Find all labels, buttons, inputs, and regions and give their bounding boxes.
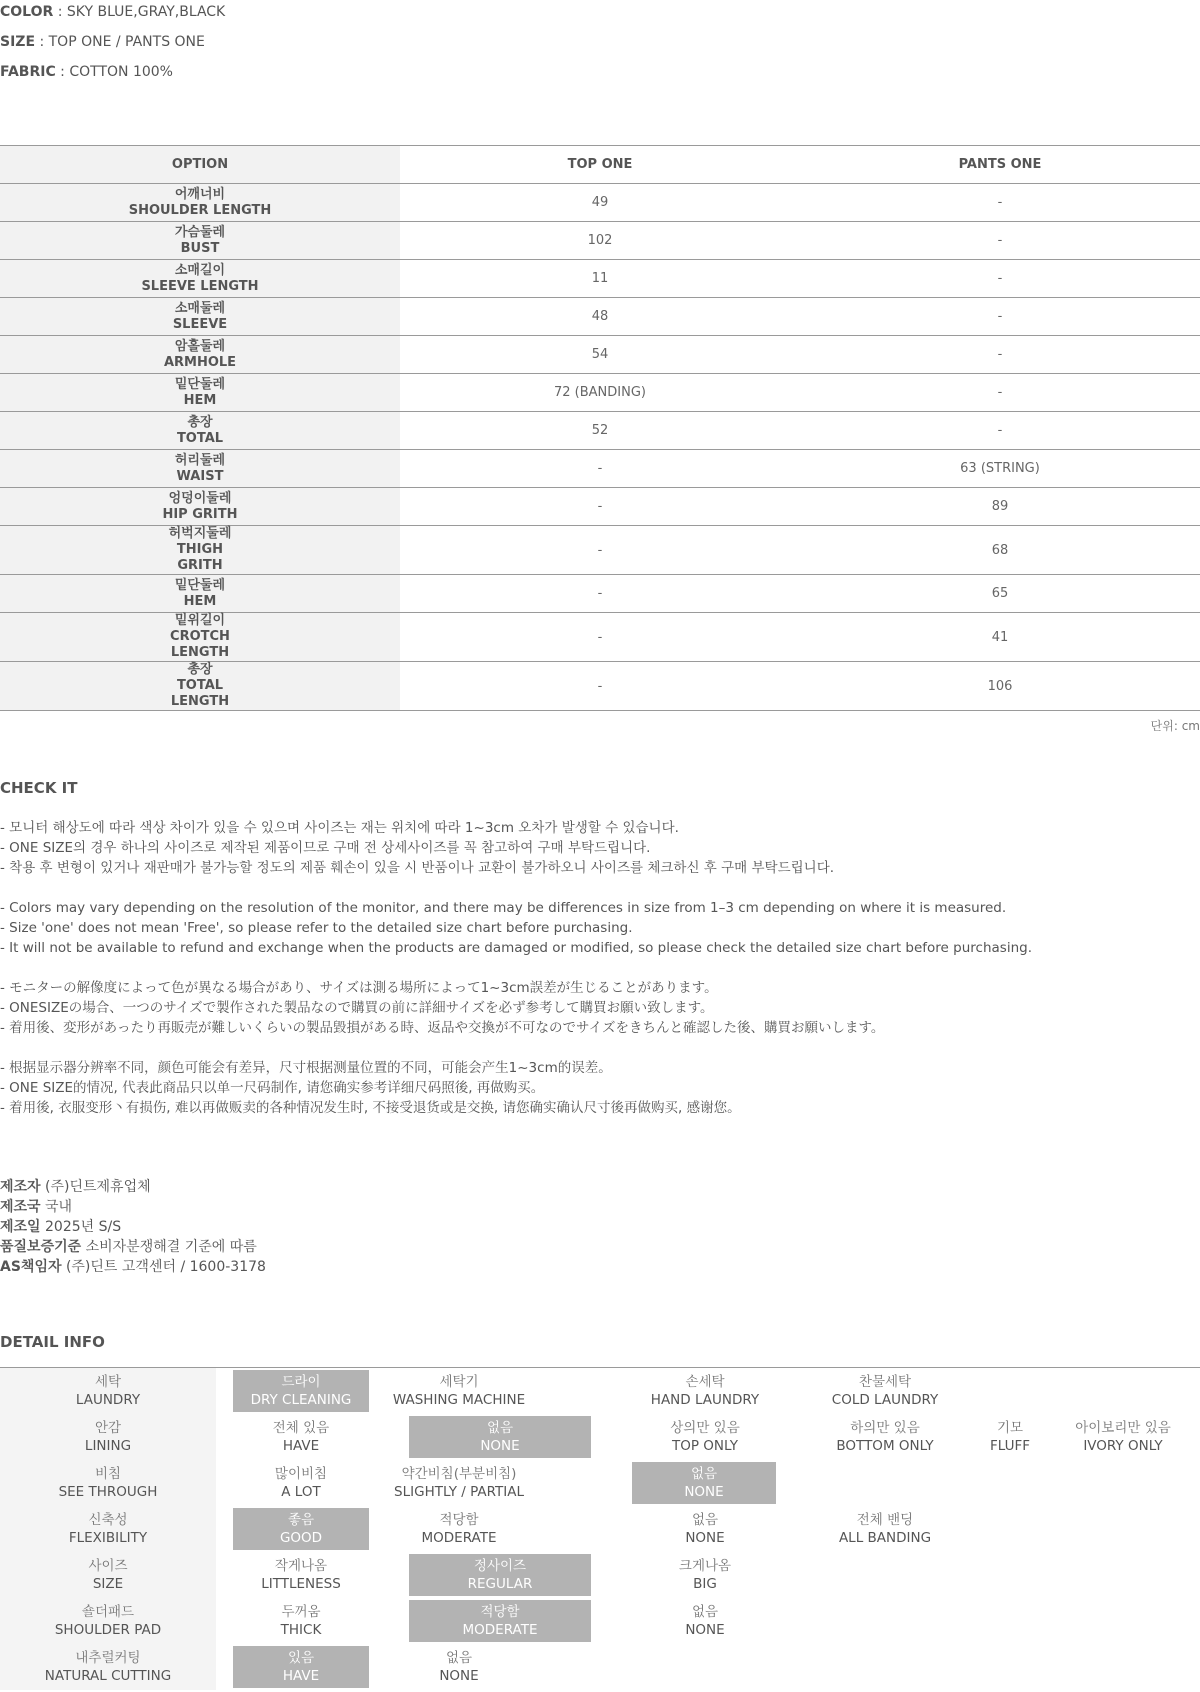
option-label-en: LENGTH: [170, 645, 230, 660]
pants-one-value: -: [800, 260, 1200, 298]
label-en: SIZE: [92, 1576, 124, 1592]
pants-one-value: -: [800, 298, 1200, 336]
detail-option: [620, 1370, 790, 1412]
option-cell: [0, 374, 400, 412]
pants-one-value: 63 (STRING): [800, 450, 1200, 488]
pants-one-value: -: [800, 374, 1200, 412]
option-cell: [0, 488, 400, 526]
table-row: [0, 298, 1200, 336]
option-en: HAVE: [282, 1438, 320, 1454]
detail-row: [0, 1644, 1200, 1690]
option-ko: 없음: [486, 1420, 514, 1436]
label-ko: 신축성: [88, 1512, 128, 1528]
spacer: [0, 1038, 1200, 1058]
label-en: SHOULDER PAD: [54, 1622, 162, 1638]
option-en: NONE: [480, 1438, 520, 1454]
table-row: [0, 526, 1200, 575]
detail-label-cell: [0, 1416, 216, 1458]
spacer: [0, 878, 1200, 898]
detail-option: [975, 1416, 1045, 1458]
label-en: LINING: [84, 1438, 132, 1454]
option-ko: 전체 밴딩: [856, 1512, 914, 1528]
note-line: - Colors may vary depending on the resolution of the monitor, and there may be differences in size from 1–3 cm depending on where it is measured.: [0, 900, 1007, 916]
option-ko: 작게나옴: [274, 1558, 328, 1574]
option-en: HAND LAUNDRY: [650, 1392, 760, 1408]
detail-row: [0, 1598, 1200, 1644]
label-en: FLEXIBILITY: [68, 1530, 148, 1546]
option-ko: 없음: [445, 1650, 473, 1666]
manufacturer-label: 품질보증기준: [0, 1239, 82, 1255]
option-label-en: BUST: [180, 240, 220, 256]
manufacturer-row: [0, 1237, 266, 1257]
option-en: WASHING MACHINE: [392, 1392, 526, 1408]
option-label-ko: 암홀둘레: [174, 338, 226, 354]
pants-one-value: 41: [800, 613, 1200, 662]
note-line: - 착용 후 변형이 있거나 재판매가 불가능할 정도의 제품 훼손이 있을 시 반품이나 교환이 불가하오니 사이즈를 체크하신 후 구매 부탁드립니다.: [0, 860, 835, 876]
detail-row-label: [0, 1460, 216, 1506]
top-one-value: -: [400, 526, 800, 575]
option-label-ko: 허리둘레: [174, 452, 226, 468]
option-ko: 적당함: [480, 1604, 520, 1620]
option-label-ko: 밑단둘레: [174, 376, 226, 392]
table-row: [0, 336, 1200, 374]
manufacturer-row: [0, 1257, 266, 1277]
option-en: THICK: [280, 1622, 322, 1638]
option-label-en: WAIST: [176, 468, 224, 484]
option-ko: 약간비침(부분비침): [401, 1466, 517, 1482]
option-label-ko: 총장: [187, 662, 213, 677]
option-label-en: SHOULDER LENGTH: [128, 202, 272, 218]
option-en: NONE: [684, 1484, 724, 1500]
option-label-ko: 엉덩이둘레: [168, 490, 232, 506]
manufacturer-info: [0, 1177, 266, 1277]
top-one-value: -: [400, 662, 800, 711]
note-line: - 着用後, 衣服变形丶有损伤, 难以再做贩卖的各种情况发生时, 不接受退货或是交换, 请您确实确认尺寸後再做购买, 感谢您。: [0, 1100, 741, 1116]
detail-row-label: [0, 1598, 216, 1644]
detail-option: [233, 1646, 369, 1688]
detail-option: [786, 1416, 984, 1458]
detail-option: [620, 1416, 790, 1458]
option-label-en: TOTAL: [176, 678, 224, 693]
table-row: [0, 374, 1200, 412]
manufacturer-value: (주)딘트제휴업체: [40, 1179, 151, 1195]
option-ko: 찬물세탁: [858, 1374, 912, 1390]
detail-option: [786, 1370, 984, 1412]
top-one-value: 49: [400, 184, 800, 222]
pants-one-value: 68: [800, 526, 1200, 575]
note-line: - モニターの解像度によって色が異なる場合があり、サイズは測る場所によって1~3cm誤差が生じることがあります。: [0, 980, 718, 996]
top-one-value: 52: [400, 412, 800, 450]
spec-label: FABRIC: [0, 64, 56, 80]
header-option: OPTION: [0, 146, 400, 184]
detail-row: [0, 1460, 1200, 1506]
option-label-ko: 소매둘레: [174, 300, 226, 316]
option-en: BOTTOM ONLY: [836, 1438, 934, 1454]
check-it-notes: [0, 818, 1200, 1118]
detail-option: [620, 1600, 790, 1642]
detail-label-cell: [0, 1462, 216, 1504]
manufacturer-label: 제조자: [0, 1179, 41, 1195]
option-cell: [0, 526, 400, 575]
note-line: - ONESIZEの場合、一つのサイズで製作された製品なので購買の前に詳細サイズを必ず参考して購買お願い致します。: [0, 1000, 714, 1016]
option-ko: 크게나옴: [678, 1558, 732, 1574]
table-row: [0, 488, 1200, 526]
detail-row-label: [0, 1414, 216, 1460]
note-line: - 根据显示器分辨率不同，颜色可能会有差异，尺寸根据测量位置的不同，可能会产生1~3cm的误差。: [0, 1060, 612, 1076]
option-en: DRY CLEANING: [250, 1392, 352, 1408]
manufacturer-label: 제조국: [0, 1199, 41, 1215]
option-en: HAVE: [282, 1668, 320, 1684]
note-line: - It will not be available to refund and exchange when the products are damaged or modified, so please check the detailed size chart before purchasing.: [0, 940, 1032, 956]
option-label-en: HEM: [183, 593, 217, 609]
top-one-value: 11: [400, 260, 800, 298]
option-cell: [0, 222, 400, 260]
option-ko: 손세탁: [685, 1374, 725, 1390]
label-ko: 내추럴커팅: [75, 1650, 141, 1666]
label-ko: 비침: [94, 1466, 122, 1482]
detail-option: [233, 1370, 369, 1412]
option-ko: 많이비침: [274, 1466, 328, 1482]
pants-one-value: 106: [800, 662, 1200, 711]
top-one-value: 102: [400, 222, 800, 260]
option-en: MODERATE: [421, 1530, 497, 1546]
option-cell: [0, 613, 400, 662]
table-row: [0, 184, 1200, 222]
detail-row-label: [0, 1368, 216, 1414]
pants-one-value: -: [800, 222, 1200, 260]
option-en: GOOD: [279, 1530, 323, 1546]
detail-row-label: [0, 1506, 216, 1552]
option-en: SLIGHTLY / PARTIAL: [394, 1484, 524, 1500]
label-ko: 세탁: [94, 1374, 122, 1390]
option-en: COLD LAUNDRY: [831, 1392, 939, 1408]
option-en: IVORY ONLY: [1083, 1438, 1163, 1454]
table-row: [0, 260, 1200, 298]
detail-label-cell: [0, 1554, 216, 1596]
option-label-ko: 총장: [187, 414, 213, 430]
header-pants: PANTS ONE: [800, 146, 1200, 184]
label-en: SEE THROUGH: [58, 1484, 158, 1500]
option-label-ko: 어깨너비: [174, 186, 226, 202]
note-line: - 着用後、変形があったり再販売が難しいくらいの製品毀損がある時、返品や交換が不可なのでサイズをきちんと確認した後、購買お願いします。: [0, 1020, 885, 1036]
option-ko: 있음: [287, 1650, 315, 1666]
option-label-en: SLEEVE: [172, 316, 228, 332]
note-line: - ONE SIZE的情况, 代表此商品只以单一尺码制作, 请您确实参考详细尺码照後, 再做购买。: [0, 1080, 545, 1096]
option-ko: 기모: [996, 1420, 1024, 1436]
option-cell: [0, 412, 400, 450]
option-ko: 좋음: [287, 1512, 315, 1528]
option-en: BIG: [693, 1576, 717, 1592]
top-one-value: 72 (BANDING): [400, 374, 800, 412]
manufacturer-label: AS책임자: [0, 1259, 62, 1275]
option-ko: 세탁기: [439, 1374, 479, 1390]
note-line: - 모니터 해상도에 따라 색상 차이가 있을 수 있으며 사이즈는 재는 위치에 따라 1~3cm 오차가 발생할 수 있습니다.: [0, 820, 679, 836]
detail-option: [233, 1600, 369, 1642]
detail-option: [620, 1554, 790, 1596]
detail-option: [378, 1462, 540, 1504]
option-label-ko: 밑위길이: [174, 613, 226, 628]
detail-row: [0, 1414, 1200, 1460]
pants-one-value: -: [800, 184, 1200, 222]
detail-option: [786, 1508, 984, 1550]
spec-size: [0, 34, 205, 50]
option-cell: [0, 184, 400, 222]
manufacturer-row: [0, 1217, 266, 1237]
detail-row: [0, 1368, 1200, 1414]
size-table: [0, 145, 1200, 711]
check-it-title: CHECK IT: [0, 779, 78, 797]
table-row: [0, 222, 1200, 260]
option-en: FLUFF: [989, 1438, 1031, 1454]
detail-option: [409, 1554, 591, 1596]
detail-option: [233, 1416, 369, 1458]
option-en: A LOT: [281, 1484, 321, 1500]
table-row: [0, 575, 1200, 613]
option-cell: [0, 662, 400, 711]
option-en: MODERATE: [462, 1622, 538, 1638]
top-one-value: -: [400, 613, 800, 662]
option-en: LITTLENESS: [261, 1576, 341, 1592]
top-one-value: -: [400, 488, 800, 526]
spec-color: [0, 4, 225, 20]
option-en: REGULAR: [467, 1576, 533, 1592]
option-label-ko: 밑단둘레: [174, 577, 226, 593]
detail-option: [632, 1462, 776, 1504]
table-row: [0, 450, 1200, 488]
detail-info-title: DETAIL INFO: [0, 1333, 105, 1351]
pants-one-value: -: [800, 336, 1200, 374]
label-en: LAUNDRY: [75, 1392, 141, 1408]
option-cell: [0, 336, 400, 374]
pants-one-value: 65: [800, 575, 1200, 613]
detail-option: [620, 1508, 790, 1550]
option-ko: 없음: [691, 1512, 719, 1528]
option-ko: 두꺼움: [281, 1604, 321, 1620]
option-label-en: GRITH: [177, 558, 223, 573]
option-cell: [0, 260, 400, 298]
pants-one-value: -: [800, 412, 1200, 450]
detail-option: [233, 1462, 369, 1504]
detail-option: [409, 1600, 591, 1642]
detail-info-grid: [0, 1367, 1200, 1692]
option-label-en: LENGTH: [170, 694, 230, 709]
manufacturer-value: 소비자분쟁해결 기준에 따름: [81, 1239, 257, 1255]
spec-value: : SKY BLUE,GRAY,BLACK: [53, 4, 226, 20]
spec-fabric: [0, 64, 173, 80]
option-label-en: SLEEVE LENGTH: [141, 278, 259, 294]
top-one-value: 54: [400, 336, 800, 374]
top-one-value: 48: [400, 298, 800, 336]
note-line: - ONE SIZE의 경우 하나의 사이즈로 제작된 제품이므로 구매 전 상세사이즈를 꼭 참고하여 구매 부탁드립니다.: [0, 840, 651, 856]
option-en: TOP ONLY: [671, 1438, 738, 1454]
option-en: NONE: [685, 1622, 725, 1638]
option-label-en: HIP GRITH: [162, 506, 238, 522]
option-label-ko: 허벅지둘레: [168, 526, 232, 541]
option-cell: [0, 450, 400, 488]
detail-option: [233, 1554, 369, 1596]
manufacturer-row: [0, 1197, 266, 1217]
detail-option: [233, 1508, 369, 1550]
manufacturer-row: [0, 1177, 266, 1197]
option-ko: 하의만 있음: [850, 1420, 920, 1436]
spec-value: : COTTON 100%: [55, 64, 173, 80]
detail-option: [378, 1508, 540, 1550]
detail-label-cell: [0, 1508, 216, 1550]
spec-label: COLOR: [0, 4, 54, 20]
detail-row: [0, 1552, 1200, 1598]
table-row: [0, 613, 1200, 662]
detail-row-label: [0, 1552, 216, 1598]
manufacturer-value: (주)딘트 고객센터 / 1600-3178: [61, 1259, 266, 1275]
spacer: [0, 958, 1200, 978]
detail-label-cell: [0, 1600, 216, 1642]
option-en: NONE: [439, 1668, 479, 1684]
manufacturer-value: 2025년 S/S: [40, 1219, 122, 1235]
label-ko: 사이즈: [88, 1558, 128, 1574]
option-en: NONE: [685, 1530, 725, 1546]
option-ko: 드라이: [281, 1374, 321, 1390]
spec-label: SIZE: [0, 34, 36, 50]
manufacturer-value: 국내: [40, 1199, 73, 1215]
detail-label-cell: [0, 1370, 216, 1412]
manufacturer-label: 제조일: [0, 1219, 41, 1235]
table-row: [0, 662, 1200, 711]
note-line: - Size 'one' does not mean 'Free', so please refer to the detailed size chart before purchasing.: [0, 920, 633, 936]
option-ko: 없음: [690, 1466, 718, 1482]
detail-option: [378, 1646, 540, 1688]
spec-value: : TOP ONE / PANTS ONE: [35, 34, 205, 50]
option-en: ALL BANDING: [838, 1530, 932, 1546]
option-label-en: THIGH: [176, 542, 224, 557]
top-one-value: -: [400, 450, 800, 488]
detail-row-label: [0, 1644, 216, 1690]
unit-note: 단위: cm: [1150, 719, 1200, 733]
option-label-ko: 가슴둘레: [174, 224, 226, 240]
label-ko: 숄더패드: [81, 1604, 135, 1620]
option-cell: [0, 298, 400, 336]
detail-option: [378, 1370, 540, 1412]
option-label-ko: 소매길이: [174, 262, 226, 278]
option-ko: 상의만 있음: [670, 1420, 740, 1436]
option-ko: 아이보리만 있음: [1075, 1420, 1171, 1436]
option-ko: 정사이즈: [473, 1558, 527, 1574]
option-cell: [0, 575, 400, 613]
table-row: [0, 412, 1200, 450]
option-label-en: TOTAL: [176, 430, 224, 446]
detail-option: [1063, 1416, 1183, 1458]
detail-label-cell: [0, 1646, 216, 1688]
option-label-en: ARMHOLE: [163, 354, 237, 370]
label-ko: 안감: [94, 1420, 122, 1436]
option-ko: 적당함: [439, 1512, 479, 1528]
label-en: NATURAL CUTTING: [44, 1668, 172, 1684]
detail-option: [409, 1416, 591, 1458]
pants-one-value: 89: [800, 488, 1200, 526]
size-table-header: [0, 146, 1200, 184]
option-label-en: HEM: [183, 392, 217, 408]
detail-row: [0, 1506, 1200, 1552]
top-one-value: -: [400, 575, 800, 613]
header-top: TOP ONE: [400, 146, 800, 184]
option-ko: 없음: [691, 1604, 719, 1620]
option-ko: 전체 있음: [272, 1420, 330, 1436]
option-label-en: CROTCH: [170, 629, 230, 644]
